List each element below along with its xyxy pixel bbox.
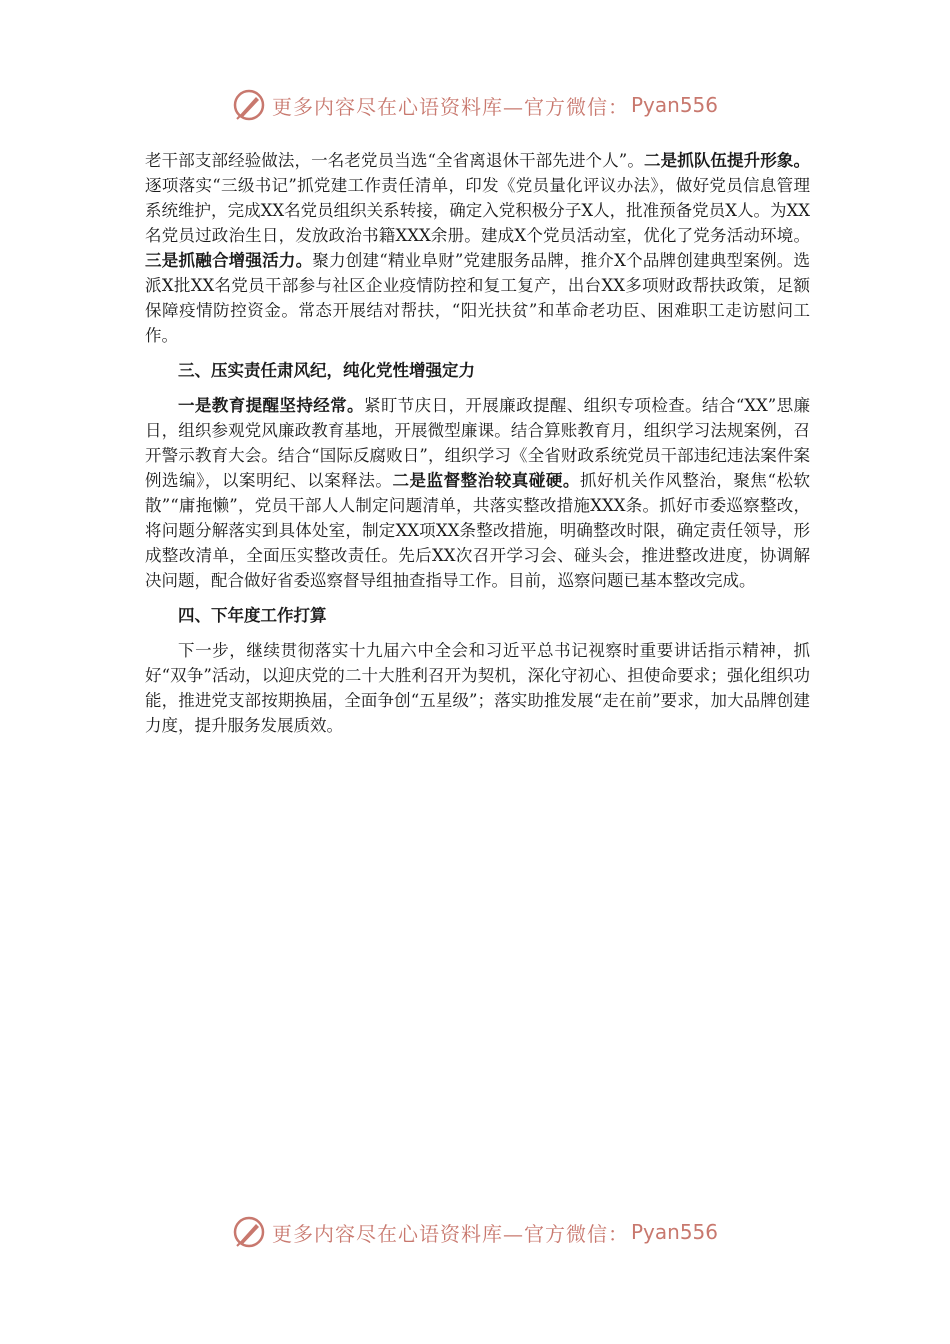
bold-lead: 一是教育提醒坚持经常。 (178, 396, 364, 415)
section-heading-3: 三、压实责任肃风纪，纯化党性增强定力 (178, 361, 475, 380)
paragraph-1 (145, 148, 810, 348)
watermark-id: Pyan556 (630, 93, 718, 117)
watermark-id: Pyan556 (630, 1220, 718, 1244)
section-heading-4: 四、下年度工作打算 (178, 606, 327, 625)
pen-logo-icon (232, 1215, 266, 1249)
header-watermark (0, 85, 950, 125)
paragraph-3: 下一步，继续贯彻落实十九届六中全会和习近平总书记视察时重要讲话指示精神，抓好“双争”活动，以迎庆党的二十大胜利召开为契机，深化守初心、担使命要求；强化组织功能，推进党支部按期换届，全面争创“五星级”；落实助推发展“走在前”要求，加大品牌创建力度，提升服务发展质效。 (145, 641, 810, 735)
footer-watermark (0, 1212, 950, 1252)
paragraph-2 (145, 393, 810, 593)
text-run: 聚力创建“精业阜财”党建服务品牌，推介X个品牌创建典型案例。选派X批XX名党员干部参与社区企业疫情防控和复工复产，出台XX多项财政帮扶政策，足额保障疫情防控资金。常态开展结对帮扶，“阳光扶贫”和革命老功臣、困难职工走访慰问工作。 (145, 251, 810, 345)
text-run: 紧盯节庆日，开展廉政提醒、组织专项检查。结合“XX”思廉日，组织参观党风廉政教育基地，开展微型廉课。结合算账教育月，组织学习法规案例，召开警示教育大会。结合“国际反腐败日”，组织学习《全省财政系统党员干部违纪违法案件案例选编》，以案明纪、以案释法。 (145, 396, 811, 490)
pen-logo-icon (232, 88, 266, 122)
bold-lead: 二是抓队伍提升形象。 (643, 151, 811, 170)
bold-lead: 二是监督整治较真碰硬。 (392, 471, 580, 490)
document-body (145, 148, 810, 738)
bold-lead: 三是抓融合增强活力。 (145, 251, 313, 270)
text-run: 老干部支部经验做法，一名老党员当选“全省离退休干部先进个人”。 (145, 151, 644, 170)
text-run: 抓好机关作风整治，聚焦“松软散”“庸拖懒”，党员干部人人制定问题清单，共落实整改措施XXX条。抓好市委巡察整改，将问题分解落实到具体处室，制定XX项XX条整改措施，明确整改时限，确定责任领导，形成整改清单，全面压实整改责任。先后XX次召开学习会、碰头会，推进整改进度，协调解决问题，配合做好省委巡察督导组抽查指导工作。目前，巡察问题已基本整改完成。 (145, 471, 811, 590)
watermark-text: 更多内容尽在心语资料库—官方微信： (271, 94, 629, 119)
watermark-text: 更多内容尽在心语资料库—官方微信： (271, 1221, 629, 1246)
text-run: 逐项落实“三级书记”抓党建工作责任清单，印发《党员量化评议办法》，做好党员信息管理系统维护，完成XX名党员组织关系转接，确定入党积极分子X人，批准预备党员X人。为XX名党员过政治生日，发放政治书籍XXX余册。建成X个党员活动室，优化了党务活动环境。 (145, 176, 810, 245)
